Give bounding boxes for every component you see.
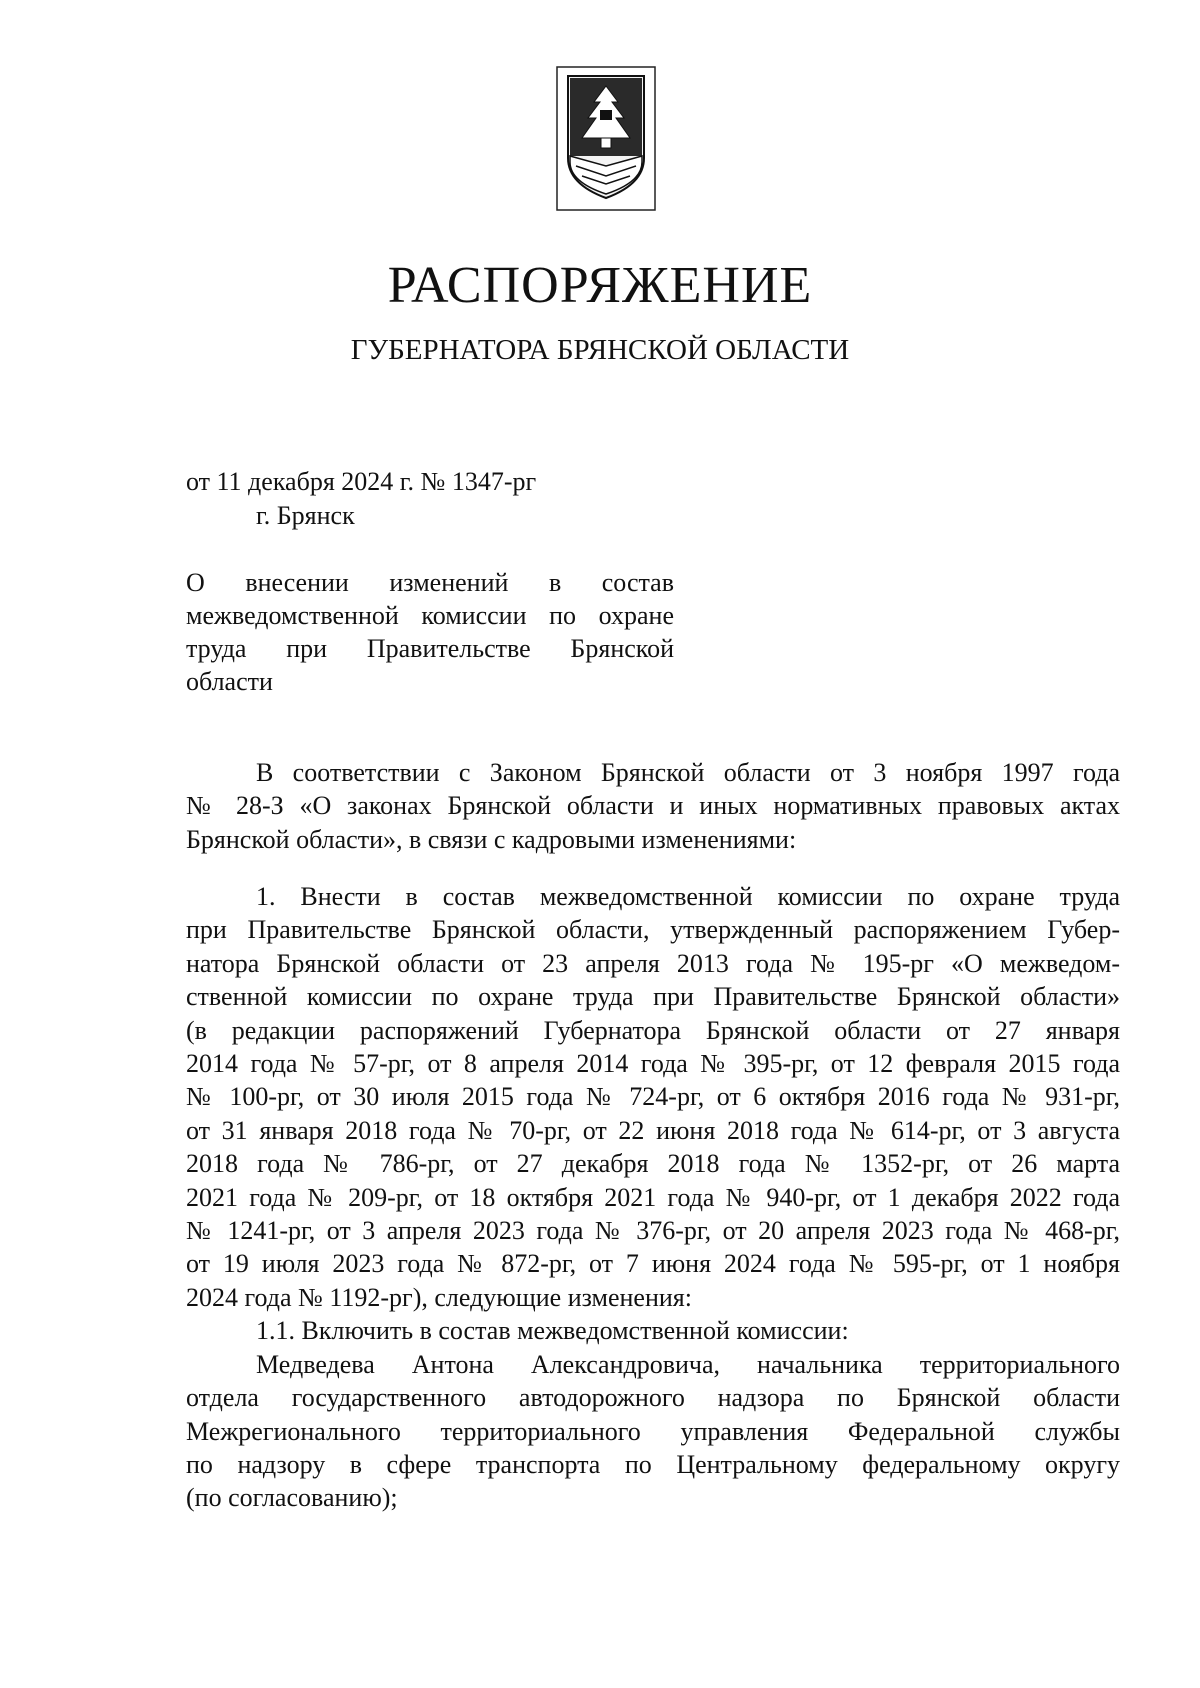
document-city: г. Брянск [256,501,355,530]
item-1-line: № 1241-рг, от 3 апреля 2023 года № 376-рг, от 20 апреля 2023 года № 468-рг, [186,1216,1120,1246]
item-1-1-line: Медведева Антона Александровича, начальника территориального [256,1349,1120,1379]
subject-line: О внесении изменений в состав [186,568,674,597]
item-1-1-line: Межрегионального территориального управления Федеральной службы [186,1416,1120,1446]
item-1-1-line: (по согласованию); [186,1483,398,1513]
subject-line: области [186,667,273,696]
preamble-paragraph [186,756,1120,856]
document-date-number: от 11 декабря 2024 г. № 1347-рг [186,467,537,496]
document-subject [186,566,674,698]
item-1-1-line: по надзору в сфере транспорта по Центральному федеральному округу [186,1449,1120,1479]
item-1-line: при Правительстве Брянской области, утвержденный распоряжением Губер- [186,915,1120,945]
preamble-line: Брянской области», в связи с кадровыми изменениями: [186,824,797,854]
item-1-line: от 19 июля 2023 года № 872-рг, от 7 июня 2024 года № 595-рг, от 1 ноября [186,1249,1120,1279]
document-subtitle: ГУБЕРНАТОРА БРЯНСКОЙ ОБЛАСТИ [350,334,850,366]
item-1-line: 1. Внести в состав межведомственной комиссии по охране труда [256,882,1120,911]
item-1-line: натора Брянской области от 23 апреля 2013 года № 195-рг «О межведом- [186,948,1120,978]
document-title: РАСПОРЯЖЕНИЕ [387,257,813,314]
item-1-line: от 31 января 2018 года № 70-рг, от 22 июня 2018 года № 614-рг, от 3 августа [186,1115,1120,1145]
item-1-line: 2024 года № 1192-рг), следующие изменения: [186,1282,692,1312]
preamble-line: № 28-З «О законах Брянской области и иных нормативных правовых актах [186,791,1120,821]
item-1-line: ственной комиссии по охране труда при Правительстве Брянской области» [186,982,1120,1012]
item-1-line: № 100-рг, от 30 июля 2015 года № 724-рг, от 6 октября 2016 года № 931-рг, [186,1082,1120,1112]
item-1-1-heading: 1.1. Включить в состав межведомственной комиссии: [256,1316,849,1346]
item-1-paragraph [186,880,1120,1515]
item-1-line: (в редакции распоряжений Губернатора Брянской области от 27 января [186,1015,1120,1045]
item-1-line: 2018 года № 786-рг, от 27 декабря 2018 года № 1352-рг, от 26 марта [186,1149,1120,1179]
item-1-1-line: отдела государственного автодорожного надзора по Брянской области [186,1383,1120,1413]
preamble-line: В соответствии с Законом Брянской области от 3 ноября 1997 года [256,758,1120,787]
subject-line: труда при Правительстве Брянской [186,634,674,663]
subject-line: межведомственной комиссии по охране [186,601,674,630]
bryansk-coat-of-arms-icon [556,66,656,211]
item-1-line: 2014 года № 57-рг, от 8 апреля 2014 года № 395-рг, от 12 февраля 2015 года [186,1049,1120,1079]
item-1-line: 2021 года № 209-рг, от 18 октября 2021 года № 940-рг, от 1 декабря 2022 года [186,1182,1120,1212]
